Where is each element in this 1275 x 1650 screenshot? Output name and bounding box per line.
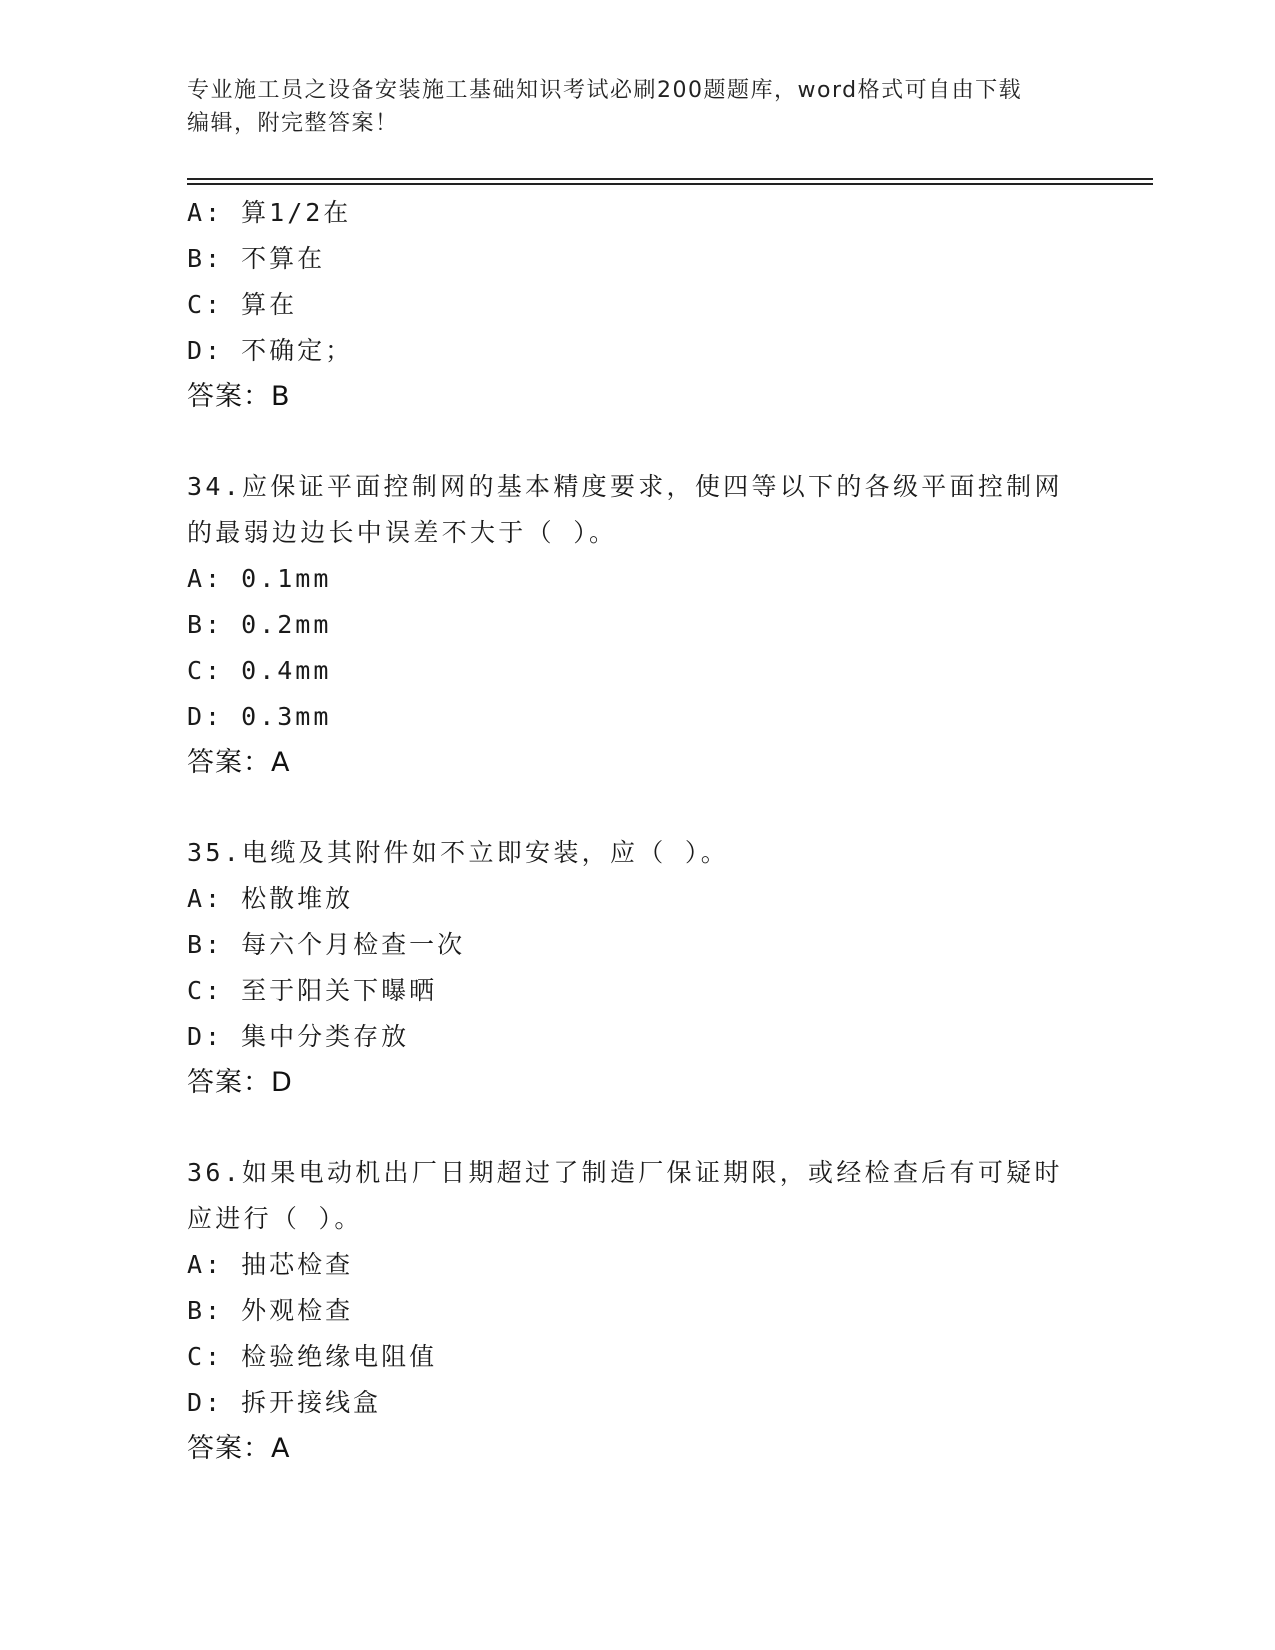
answer-line: 答案：D xyxy=(187,1067,293,1098)
option-a: A: 抽芯检查 xyxy=(187,1250,354,1279)
option-a: A: 0.1mm xyxy=(187,564,332,593)
option-d: D: 集中分类存放 xyxy=(187,1022,410,1051)
header-divider-bottom xyxy=(187,183,1153,185)
header-title-line-2: 编辑，附完整答案！ xyxy=(187,111,399,136)
header-title-line-1: 专业施工员之设备安装施工基础知识考试必刷200题题库，word格式可自由下载 xyxy=(187,78,1023,103)
option-c: C: 检验绝缘电阻值 xyxy=(187,1342,438,1371)
question-35 xyxy=(187,830,1087,1106)
answer-line: 答案：A xyxy=(187,1433,291,1464)
option-c: C: 0.4mm xyxy=(187,656,332,685)
question-33-continuation xyxy=(187,190,1087,420)
question-36 xyxy=(187,1150,1087,1472)
question-stem: 36.如果电动机出厂日期超过了制造厂保证期限，或经检查后有可疑时应进行（ ）。 xyxy=(187,1158,1063,1233)
document-header xyxy=(187,74,1067,140)
question-stem: 34.应保证平面控制网的基本精度要求，使四等以下的各级平面控制网的最弱边边长中误差不大于（ ）。 xyxy=(187,472,1063,547)
option-c: C: 算在 xyxy=(187,290,298,319)
question-stem: 35.电缆及其附件如不立即安装，应（ ）。 xyxy=(187,838,730,867)
option-b: B: 每六个月检查一次 xyxy=(187,930,466,959)
option-c: C: 至于阳关下曝晒 xyxy=(187,976,438,1005)
option-a: A: 松散堆放 xyxy=(187,884,354,913)
option-a: A: 算1/2在 xyxy=(187,198,352,227)
answer-line: 答案：A xyxy=(187,747,291,778)
option-b: B: 外观检查 xyxy=(187,1296,354,1325)
option-b: B: 0.2mm xyxy=(187,610,332,639)
option-b: B: 不算在 xyxy=(187,244,326,273)
option-d: D: 不确定； xyxy=(187,336,354,365)
question-list xyxy=(187,190,1087,1472)
header-divider-top xyxy=(187,178,1153,180)
answer-line: 答案：B xyxy=(187,381,291,412)
question-34 xyxy=(187,464,1087,786)
option-d: D: 0.3mm xyxy=(187,702,332,731)
option-d: D: 拆开接线盒 xyxy=(187,1388,382,1417)
